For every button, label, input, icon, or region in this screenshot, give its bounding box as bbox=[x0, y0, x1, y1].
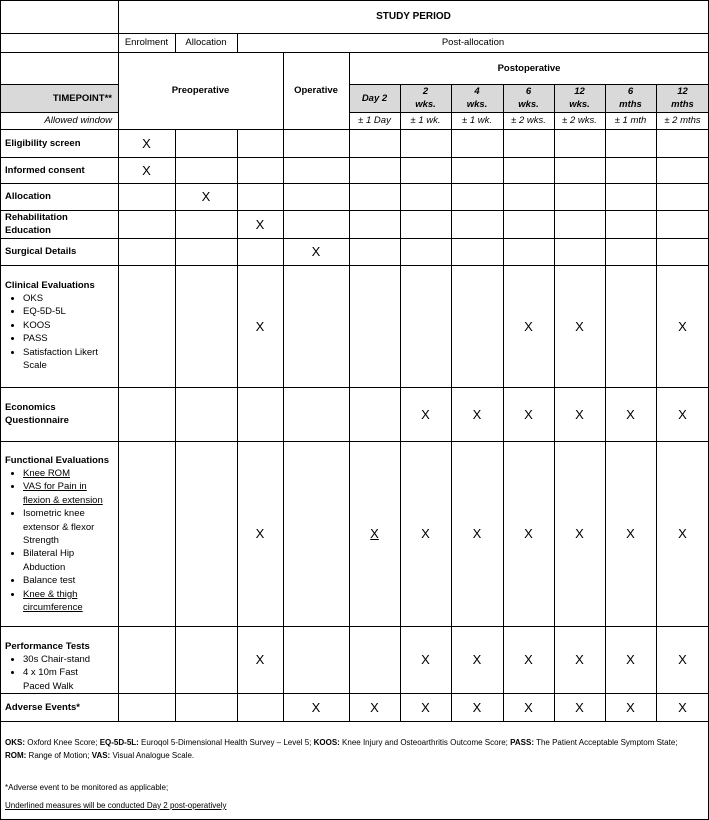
mark-economics-12mths: X bbox=[678, 406, 687, 422]
postoperative-header: Postoperative bbox=[497, 62, 561, 74]
window-day2: ± 1 Day bbox=[358, 115, 391, 126]
mark-allocation: X bbox=[201, 189, 211, 204]
mark-consent-enrolment: X bbox=[142, 162, 151, 178]
operative-header: Operative bbox=[294, 85, 338, 96]
mark-adverse-operative: X bbox=[311, 699, 321, 715]
timepoint-2wks: 2 wks. bbox=[415, 86, 436, 110]
abbreviations-footnote: OKS: Oxford Knee Score; EQ-5D-5L: Euroqol 5-Dimensional Health Survey – Level 5; KOOS: Knee Injury and Osteoarthritis Outcome Score; PASS: The Patient Acceptable Symptom State; ROM: Range of Motion; VAS: Visual Analogue Scale. bbox=[5, 738, 678, 760]
mark-clinical-12mths: X bbox=[678, 318, 687, 334]
mark-clinical-6wks: X bbox=[524, 318, 533, 334]
row-label-economics: Economics Questionnaire bbox=[5, 402, 69, 426]
study-period-header: STUDY PERIOD bbox=[376, 11, 451, 22]
functional-title: Functional Evaluations bbox=[5, 455, 109, 466]
window-2wks: ± 1 wk. bbox=[410, 115, 441, 126]
performance-title: Performance Tests bbox=[5, 641, 90, 652]
mark-surgical-operative: X bbox=[311, 244, 321, 259]
mark-adverse-6wks: X bbox=[524, 699, 533, 715]
window-6mths: ± 1 mth bbox=[614, 115, 647, 126]
row-label-eligibility: Eligibility screen bbox=[5, 137, 81, 149]
mark-economics-6mths: X bbox=[626, 406, 635, 422]
row-label-performance bbox=[5, 640, 115, 693]
row-label-rehab: Rehabilitation Education bbox=[5, 212, 68, 236]
clinical-item: • OKS bbox=[23, 292, 115, 305]
window-6wks: ± 2 wks. bbox=[511, 115, 546, 126]
mark-eligibility-enrolment: X bbox=[142, 135, 151, 151]
mark-economics-2wks: X bbox=[421, 406, 430, 422]
mark-clinical-preop: X bbox=[255, 318, 265, 334]
mark-functional-6wks: X bbox=[524, 526, 533, 541]
mark-functional-day2: X bbox=[370, 526, 379, 541]
row-label-surgical: Surgical Details bbox=[5, 246, 77, 257]
mark-performance-12mths: X bbox=[678, 652, 687, 667]
timepoint-6wks: 6 wks. bbox=[518, 86, 539, 110]
row-label-allocation: Allocation bbox=[5, 191, 51, 202]
functional-item: • VAS for Pain in flexion & extension bbox=[23, 480, 115, 507]
timepoint-6mths: 6 mths bbox=[619, 86, 642, 110]
mark-adverse-12wks: X bbox=[575, 699, 584, 715]
clinical-item: • PASS bbox=[23, 332, 115, 345]
clinical-title: Clinical Evaluations bbox=[5, 280, 95, 291]
mark-performance-12wks: X bbox=[575, 652, 584, 667]
mark-functional-6mths: X bbox=[626, 526, 635, 541]
mark-adverse-day2: X bbox=[370, 699, 379, 715]
mark-adverse-6mths: X bbox=[626, 699, 635, 715]
row-label-adverse: Adverse Events* bbox=[5, 701, 80, 713]
mark-performance-6wks: X bbox=[524, 652, 533, 667]
window-4wks: ± 1 wk. bbox=[461, 115, 493, 126]
mark-performance-6mths: X bbox=[626, 652, 635, 667]
mark-functional-12mths: X bbox=[678, 526, 687, 541]
preoperative-header: Preoperative bbox=[171, 85, 230, 96]
mark-functional-preop: X bbox=[255, 526, 265, 541]
mark-rehab-preop: X bbox=[255, 216, 265, 232]
mark-functional-2wks: X bbox=[421, 526, 430, 541]
performance-item: • 30s Chair-stand bbox=[23, 653, 115, 666]
mark-economics-12wks: X bbox=[575, 406, 584, 422]
window-12mths: ± 2 mths bbox=[664, 115, 701, 126]
timepoint-4wks: 4 wks. bbox=[466, 86, 488, 110]
underline-footnote: Underlined measures will be conducted Day 2 post-operatively bbox=[5, 801, 227, 810]
enrolment-header: Enrolment bbox=[124, 37, 169, 48]
mark-adverse-2wks: X bbox=[421, 699, 430, 715]
mark-adverse-4wks: X bbox=[472, 699, 482, 715]
mark-clinical-12wks: X bbox=[575, 318, 584, 334]
row-label-functional bbox=[5, 454, 115, 614]
clinical-item: • EQ-5D-5L bbox=[23, 305, 115, 318]
timepoint-12wks: 12 wks. bbox=[569, 86, 590, 110]
functional-item: • Balance test bbox=[23, 574, 115, 587]
clinical-item: • Satisfaction Likert Scale bbox=[23, 346, 115, 373]
post-allocation-header: Post-allocation bbox=[441, 37, 505, 48]
mark-economics-4wks: X bbox=[472, 406, 482, 422]
mark-functional-12wks: X bbox=[575, 526, 584, 541]
mark-functional-4wks: X bbox=[472, 526, 482, 541]
allowed-window-label: Allowed window bbox=[44, 115, 112, 126]
allocation-header: Allocation bbox=[185, 37, 227, 48]
window-12wks: ± 2 wks. bbox=[562, 115, 597, 126]
timepoint-label: TIMEPOINT** bbox=[52, 92, 112, 104]
row-label-consent: Informed consent bbox=[5, 164, 85, 176]
mark-performance-4wks: X bbox=[472, 652, 482, 667]
clinical-item: • KOOS bbox=[23, 319, 115, 332]
mark-performance-preop: X bbox=[255, 652, 265, 667]
row-label-clinical bbox=[5, 279, 115, 372]
functional-item: • Knee & thigh circumference bbox=[23, 588, 115, 615]
functional-item: • Isometric knee extensor & flexor Strength bbox=[23, 507, 115, 547]
performance-item: • 4 x 10m Fast Paced Walk bbox=[23, 666, 115, 693]
functional-item: • Knee ROM bbox=[23, 467, 115, 480]
mark-economics-6wks: X bbox=[524, 406, 533, 422]
timepoint-12mths: 12 mths bbox=[671, 86, 694, 110]
adverse-footnote: *Adverse event to be monitored as applicable; bbox=[5, 783, 169, 792]
mark-adverse-12mths: X bbox=[678, 699, 687, 715]
functional-item: • Bilateral Hip Abduction bbox=[23, 547, 115, 574]
mark-performance-2wks: X bbox=[421, 652, 430, 667]
timepoint-day2: Day 2 bbox=[361, 92, 388, 104]
